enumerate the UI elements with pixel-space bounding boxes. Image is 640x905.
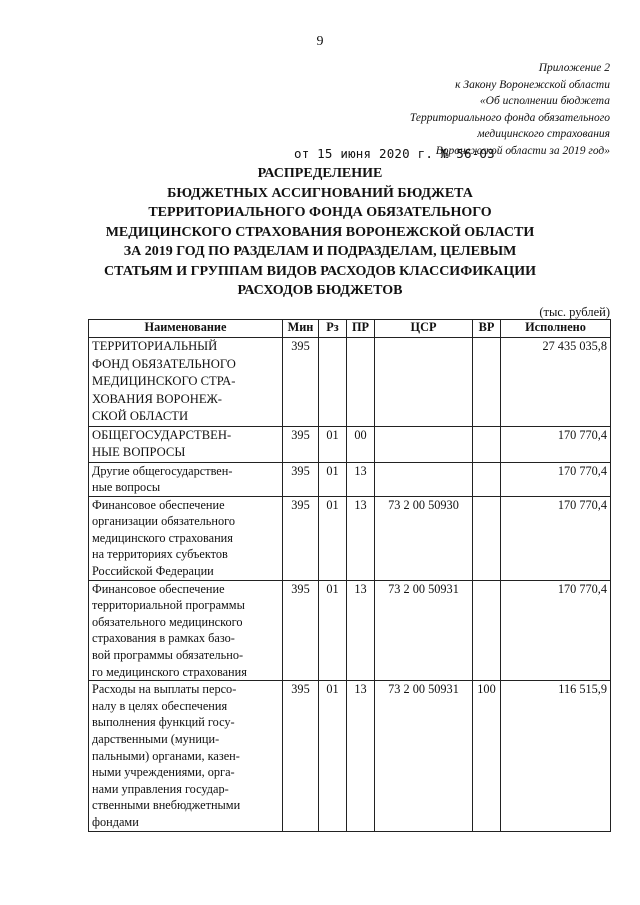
row-amount: 116 515,9 <box>501 681 611 831</box>
row-name: Финансовое обеспечение территориальной программы обязательного медицинского страхования в рамках базо- вой программы обязательно- го медицинского страхования <box>89 580 283 681</box>
row-pr: 00 <box>347 426 375 462</box>
row-amount: 170 770,4 <box>501 496 611 580</box>
row-pr <box>347 338 375 427</box>
row-csr: 73 2 00 50931 <box>375 580 473 681</box>
row-vr: 100 <box>473 681 501 831</box>
row-vr <box>473 338 501 427</box>
row-csr <box>375 426 473 462</box>
row-rz: 01 <box>319 462 347 496</box>
row-min: 395 <box>283 426 319 462</box>
appendix-line: медицинского страхования <box>477 128 610 140</box>
row-rz: 01 <box>319 580 347 681</box>
header-amount: Исполнено <box>501 320 611 338</box>
table-header-row <box>89 320 611 338</box>
table-row <box>89 580 611 681</box>
document-title <box>40 164 600 301</box>
appendix-line: «Об исполнении бюджета <box>479 95 610 107</box>
row-amount: 170 770,4 <box>501 580 611 681</box>
row-amount: 170 770,4 <box>501 462 611 496</box>
row-min: 395 <box>283 496 319 580</box>
row-csr: 73 2 00 50930 <box>375 496 473 580</box>
row-min: 395 <box>283 338 319 427</box>
title-line: РАСПРЕДЕЛЕНИЕ <box>257 166 383 181</box>
header-rz: Рз <box>319 320 347 338</box>
appendix-line: Воронежской области за 2019 год» <box>435 144 610 157</box>
row-name: ОБЩЕГОСУДАРСТВЕН- НЫЕ ВОПРОСЫ <box>89 426 283 462</box>
appendix-line: Территориального фонда обязательного <box>409 111 610 124</box>
row-rz: 01 <box>319 681 347 831</box>
row-rz <box>319 338 347 427</box>
law-date-stamp: от 15 июня 2020 г. № 56-ОЗ <box>294 146 495 161</box>
row-name: Другие общегосударствен- ные вопросы <box>89 462 283 496</box>
appendix-line: Приложение 2 <box>538 62 610 74</box>
row-rz: 01 <box>319 496 347 580</box>
title-line: ТЕРРИТОРИАЛЬНОГО ФОНДА ОБЯЗАТЕЛЬНОГО <box>148 205 492 220</box>
row-csr: 73 2 00 50931 <box>375 681 473 831</box>
budget-table <box>88 319 611 832</box>
header-pr: ПР <box>347 320 375 338</box>
title-line: ЗА 2019 ГОД ПО РАЗДЕЛАМ И ПОДРАЗДЕЛАМ, ЦЕЛЕВЫМ <box>123 244 517 259</box>
table-row <box>89 681 611 831</box>
page-number: 9 <box>316 34 324 49</box>
row-pr: 13 <box>347 496 375 580</box>
row-min: 395 <box>283 580 319 681</box>
row-pr: 13 <box>347 580 375 681</box>
row-min: 395 <box>283 681 319 831</box>
row-amount: 170 770,4 <box>501 426 611 462</box>
row-rz: 01 <box>319 426 347 462</box>
row-pr: 13 <box>347 681 375 831</box>
header-min: Мин <box>283 320 319 338</box>
row-vr <box>473 496 501 580</box>
row-name: ТЕРРИТОРИАЛЬНЫЙ ФОНД ОБЯЗАТЕЛЬНОГО МЕДИЦИНСКОГО СТРА- ХОВАНИЯ ВОРОНЕЖ- СКОЙ ОБЛАСТИ <box>89 338 283 427</box>
row-vr <box>473 580 501 681</box>
row-name: Финансовое обеспечение организации обязательного медицинского страхования на территориях субъектов Российской Федерации <box>89 496 283 580</box>
units-label: (тыс. рублей) <box>539 305 610 319</box>
appendix-block <box>320 60 610 159</box>
title-line: СТАТЬЯМ И ГРУППАМ ВИДОВ РАСХОДОВ КЛАССИФИКАЦИИ <box>103 263 537 279</box>
row-min: 395 <box>283 462 319 496</box>
row-csr <box>375 462 473 496</box>
row-vr <box>473 426 501 462</box>
row-amount: 27 435 035,8 <box>501 338 611 427</box>
header-vr: ВР <box>473 320 501 338</box>
header-csr: ЦСР <box>375 320 473 338</box>
title-line: БЮДЖЕТНЫХ АССИГНОВАНИЙ БЮДЖЕТА <box>167 185 473 201</box>
table-row <box>89 496 611 580</box>
title-line: РАСХОДОВ БЮДЖЕТОВ <box>237 283 403 298</box>
row-csr <box>375 338 473 427</box>
row-vr <box>473 462 501 496</box>
header-name: Наименование <box>89 320 283 338</box>
row-pr: 13 <box>347 462 375 496</box>
table-row <box>89 426 611 462</box>
row-name: Расходы на выплаты персо- налу в целях обеспечения выполнения функций госу- дарственными (муници- пальными) органами, казен- ными учреждениями, орга- нами управления государ- ственными внебюджетными фондами <box>89 681 283 831</box>
title-line: МЕДИЦИНСКОГО СТРАХОВАНИЯ ВОРОНЕЖСКОЙ ОБЛАСТИ <box>105 224 535 240</box>
table-row <box>89 338 611 427</box>
table-row <box>89 462 611 496</box>
appendix-line: к Закону Воронежской области <box>455 78 610 91</box>
